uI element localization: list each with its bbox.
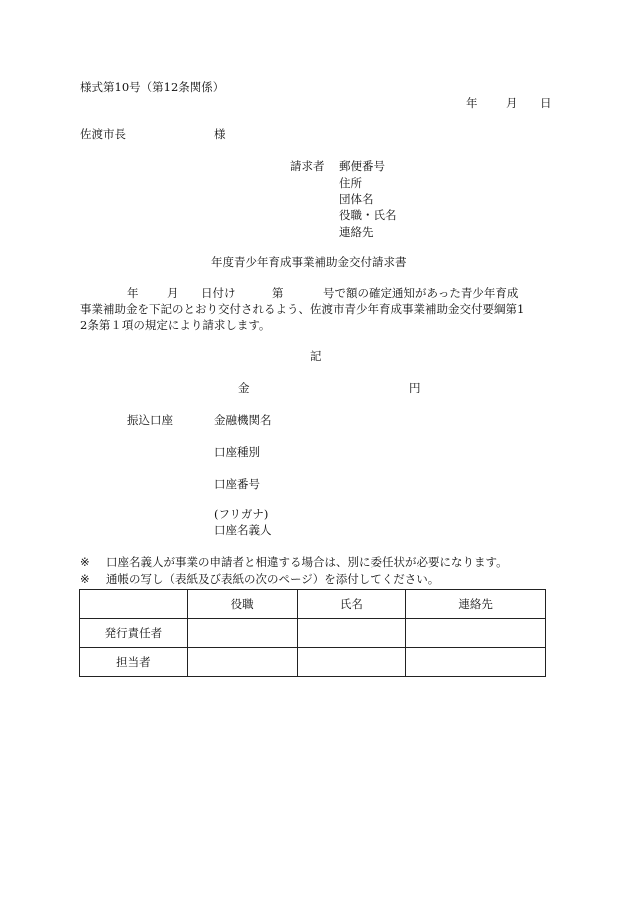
bank-account-holder: 口座名義人	[214, 523, 272, 537]
date-day: 日	[540, 96, 552, 110]
table-header-row	[80, 590, 546, 619]
body-date: 日付け	[201, 286, 236, 300]
requester-field-organization: 団体名	[339, 192, 374, 206]
amount-unit: 円	[409, 381, 421, 395]
table-cell[interactable]	[297, 648, 406, 677]
requester-label: 請求者	[290, 159, 325, 173]
table-row	[80, 648, 546, 677]
table-header-cell	[80, 590, 188, 619]
bank-label: 振込口座	[127, 413, 173, 427]
requester-field-address: 住所	[339, 176, 362, 190]
body-line2: 事業補助金を下記のとおり交付されるよう、佐渡市青少年育成事業補助金交付要綱第1	[80, 302, 525, 316]
addressee-honorific: 様	[214, 127, 226, 141]
addressee-name: 佐渡市長	[80, 127, 126, 141]
table-header-position: 役職	[187, 590, 297, 619]
date-month: 月	[506, 96, 518, 110]
row-label-person-in-charge: 担当者	[80, 648, 188, 677]
date-year: 年	[466, 96, 478, 110]
amount-label: 金	[238, 381, 250, 395]
bank-field-account-number: 口座番号	[214, 477, 260, 491]
table-cell[interactable]	[187, 619, 297, 648]
contact-table	[79, 589, 546, 677]
row-label-issuer: 発行責任者	[80, 619, 188, 648]
ki-marker: 記	[310, 349, 322, 363]
table-cell[interactable]	[406, 619, 546, 648]
table-header-name: 氏名	[297, 590, 406, 619]
body-line3: 2条第１項の規定により請求します。	[80, 318, 271, 332]
note-mark: ※	[80, 555, 90, 569]
requester-field-position-name: 役職・氏名	[339, 208, 397, 222]
requester-field-postal: 郵便番号	[339, 159, 385, 173]
table-header-contact: 連絡先	[406, 590, 546, 619]
body-number-prefix: 第	[272, 286, 284, 300]
body-year: 年	[127, 286, 139, 300]
bank-field-institution: 金融機関名	[214, 413, 272, 427]
note-mark: ※	[80, 572, 90, 586]
note-text: 口座名義人が事業の申請者と相違する場合は、別に委任状が必要になります。	[106, 555, 508, 569]
document-title: 年度青少年育成事業補助金交付請求書	[211, 255, 407, 269]
bank-field-account-type: 口座種別	[214, 445, 260, 459]
body-month: 月	[167, 286, 179, 300]
table-cell[interactable]	[406, 648, 546, 677]
table-cell[interactable]	[297, 619, 406, 648]
table-row	[80, 619, 546, 648]
note-text: 通帳の写し（表紙及び表紙の次のページ）を添付してください。	[106, 572, 440, 586]
requester-field-contact: 連絡先	[339, 225, 374, 239]
bank-furigana: (フリガナ)	[214, 507, 269, 521]
form-number: 様式第10号（第12条関係）	[80, 80, 225, 94]
body-line1-tail: 号で額の確定通知があった青少年育成	[323, 286, 519, 300]
table-cell[interactable]	[187, 648, 297, 677]
